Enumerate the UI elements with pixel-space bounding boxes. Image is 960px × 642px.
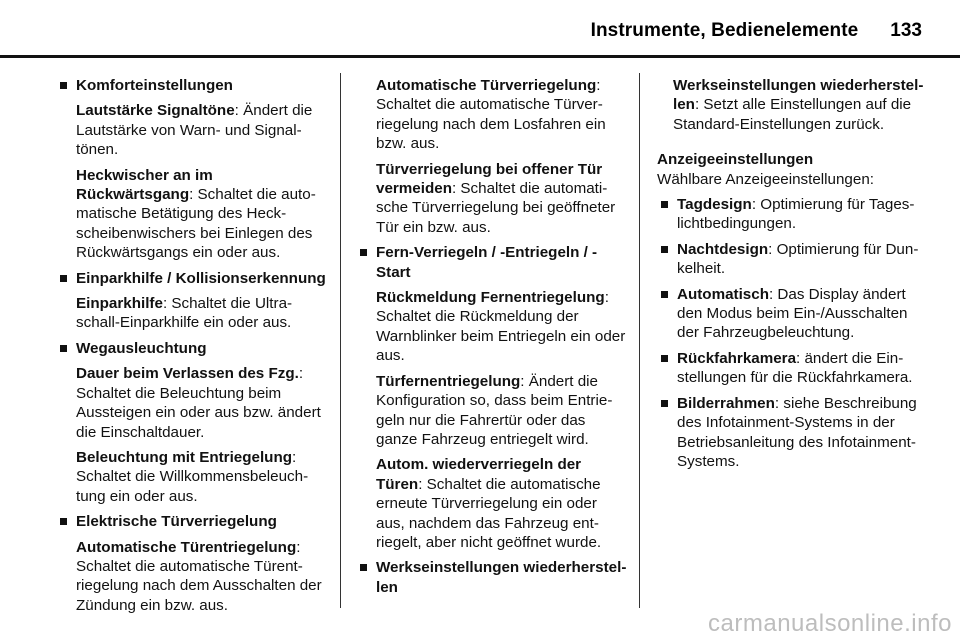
page-number: 133 bbox=[890, 20, 922, 41]
bullet-rueckfahrkamera bbox=[661, 349, 929, 388]
setting-desc: : Ändert die Lautstärke von Warn- und Signaltönen. bbox=[76, 102, 313, 159]
setting-term: Werkseinstellungen wiederherstellen bbox=[673, 77, 924, 114]
bullet-fern-verriegeln bbox=[360, 243, 628, 552]
square-bullet-icon bbox=[60, 345, 67, 352]
setting-entry bbox=[376, 160, 628, 238]
bullet-tagdesign bbox=[661, 195, 929, 234]
setting-entry bbox=[76, 166, 328, 263]
header-rule bbox=[0, 55, 960, 58]
setting-entry bbox=[76, 101, 328, 159]
square-bullet-icon bbox=[661, 355, 668, 362]
setting-term: Tagdesign bbox=[677, 196, 752, 214]
bullet-title: Wegausleuchtung bbox=[76, 339, 207, 357]
setting-desc: : Schaltet die automatische Türentriegelung nach dem Ausschalten der Zündung ein bzw. aus. bbox=[76, 538, 322, 614]
setting-entry bbox=[376, 372, 628, 450]
setting-term: Rückfahrkamera bbox=[677, 349, 797, 367]
setting-desc: : Schaltet die automatische Türverriegelung bei geöffneter Tür ein bzw. aus. bbox=[376, 180, 616, 236]
setting-desc: : Schaltet die Willkommensbeleuchtung ein oder aus. bbox=[76, 448, 309, 505]
setting-desc: : Schaltet die Beleuchtung beim Aussteigen ein oder aus bzw. ändert die Einschaltdauer. bbox=[76, 365, 321, 441]
setting-term: Rückmeldung Fernentriegelung bbox=[376, 289, 605, 307]
setting-desc: : Schaltet die Ultraschall-Einparkhilfe ein oder aus. bbox=[76, 295, 293, 332]
square-bullet-icon bbox=[661, 246, 668, 253]
bullet-nachtdesign bbox=[661, 240, 929, 279]
bullet-komforteinstellungen bbox=[60, 76, 328, 263]
page-header bbox=[591, 20, 922, 44]
setting-term: Türfernentriegelung bbox=[376, 372, 521, 390]
setting-desc: : Optimierung für Tageslichtbedingungen. bbox=[677, 196, 915, 233]
bullet-title: Elektrische Türverriegelung bbox=[76, 513, 277, 531]
watermark: carmanualsonline.info bbox=[708, 610, 952, 637]
column-divider bbox=[639, 73, 640, 608]
continued-section bbox=[360, 76, 628, 237]
setting-desc: : Schaltet die Rückmeldung der Warnblinker beim Entriegeln ein oder aus. bbox=[376, 289, 626, 365]
bullet-title: Einparkhilfe / Kollisionserkennung bbox=[76, 269, 326, 287]
square-bullet-icon bbox=[661, 400, 668, 407]
setting-desc: : Optimierung für Dunkelheit. bbox=[677, 240, 919, 278]
setting-entry bbox=[76, 364, 328, 442]
setting-desc: : Das Display ändert den Modus beim Ein-/Ausschalten der Fahrzeugbeleuchtung. bbox=[677, 285, 908, 342]
column-divider bbox=[340, 73, 341, 608]
square-bullet-icon bbox=[360, 564, 367, 571]
column-1 bbox=[60, 76, 328, 615]
continued-section bbox=[657, 76, 929, 134]
bullet-title: Fern-Verriegeln / -Entriegeln / -Start bbox=[376, 244, 598, 281]
setting-entry bbox=[76, 538, 328, 616]
column-2 bbox=[360, 76, 628, 597]
square-bullet-icon bbox=[60, 82, 67, 89]
setting-entry bbox=[76, 294, 328, 333]
setting-term: Autom. wiederverriegeln der Türen bbox=[376, 456, 582, 493]
setting-desc: : Ändert die Konfiguration so, dass beim Entriegeln nur die Fahrertür oder das ganze Fahrzeug entriegelt wird. bbox=[376, 372, 613, 448]
section-intro: Wählbare Anzeigeeinstellungen: bbox=[657, 170, 874, 188]
setting-desc: : ändert die Einstellungen für die Rückfahrkamera. bbox=[677, 349, 913, 387]
setting-entry bbox=[376, 455, 628, 552]
column-3 bbox=[657, 76, 929, 471]
setting-desc: : Setzt alle Einstellungen auf die Standard-Einstellungen zurück. bbox=[673, 96, 912, 133]
bullet-wegausleuchtung bbox=[60, 339, 328, 506]
square-bullet-icon bbox=[360, 249, 367, 256]
bullet-bilderrahmen bbox=[661, 394, 929, 472]
setting-term: Türverriegelung bei offener Tür vermeiden bbox=[376, 160, 603, 198]
setting-term: Automatische Türentriegelung bbox=[76, 538, 297, 556]
setting-entry bbox=[376, 288, 628, 366]
setting-term: Nachtdesign bbox=[677, 240, 769, 258]
setting-desc: : siehe Beschreibung des Infotainment-Systems in der Betriebsanleitung des Infotainment-Systems. bbox=[677, 394, 917, 470]
setting-entry bbox=[376, 76, 628, 154]
setting-term: Bilderrahmen bbox=[677, 394, 775, 412]
setting-term: Beleuchtung mit Entriegelung bbox=[76, 448, 293, 466]
setting-term: Lautstärke Signaltöne bbox=[76, 102, 235, 120]
setting-term: Automatisch bbox=[677, 285, 769, 303]
page-title: Instrumente, Bedienelemente bbox=[590, 20, 859, 41]
bullet-tuerverriegelung bbox=[60, 512, 328, 615]
setting-term: Dauer beim Verlassen des Fzg. bbox=[76, 365, 299, 383]
setting-entry bbox=[673, 76, 929, 134]
bullet-title: Werkseinstellungen wiederherstellen bbox=[376, 559, 627, 596]
setting-term: Einparkhilfe bbox=[76, 295, 163, 313]
setting-term: Automatische Türverriegelung bbox=[376, 77, 597, 94]
square-bullet-icon bbox=[60, 275, 67, 282]
square-bullet-icon bbox=[661, 201, 668, 208]
setting-term: Heckwischer an im Rückwärtsgang bbox=[76, 166, 213, 204]
setting-desc: : Schaltet die automatische erneute Türverriegelung ein oder aus, nachdem das Fahrzeug entriegelt, aber nicht geöffnet wurde. bbox=[376, 475, 602, 551]
bullet-title: Komforteinstellungen bbox=[76, 77, 233, 94]
bullet-werkseinstellungen bbox=[360, 558, 628, 597]
bullet-einparkhilfe bbox=[60, 269, 328, 333]
section-heading: Anzeigeeinstellungen bbox=[657, 151, 814, 169]
setting-desc: : Schaltet die automatische Betätigung des Heckscheibenwischers bei Einlegen des Rückwärtsgangs ein oder aus. bbox=[76, 186, 316, 262]
setting-entry bbox=[76, 448, 328, 506]
setting-desc: : Schaltet die automatische Türverriegelung nach dem Losfahren ein bzw. aus. bbox=[376, 77, 606, 153]
square-bullet-icon bbox=[661, 291, 668, 298]
square-bullet-icon bbox=[60, 518, 67, 525]
bullet-automatisch bbox=[661, 285, 929, 343]
